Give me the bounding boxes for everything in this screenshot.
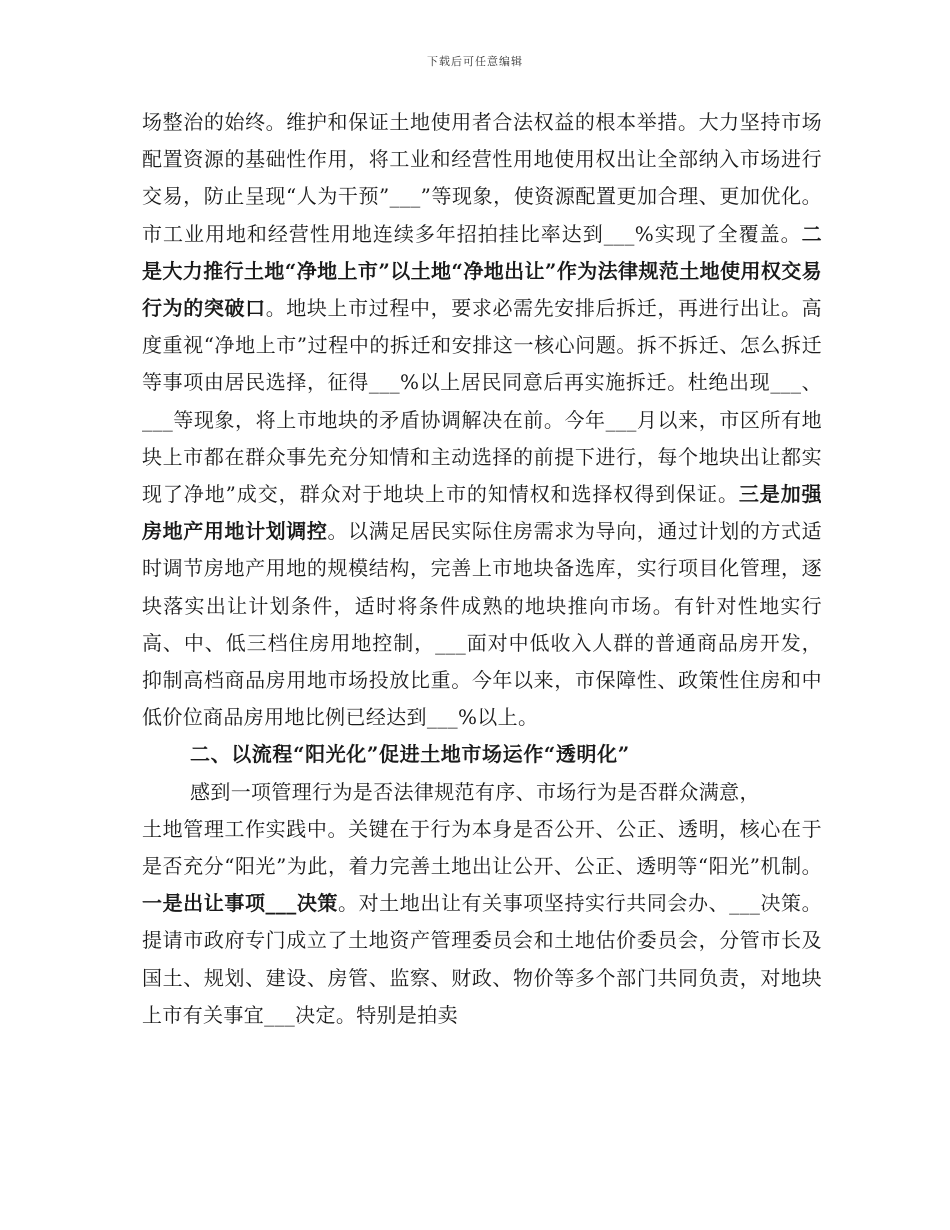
document-body — [142, 104, 822, 1034]
bold-point: 一是出让事项___决策 — [142, 891, 338, 916]
paragraph-text: 场整治的始终。维护和保证土地使用者合法权益的根本举措。大力坚持市场配置资源的基础性作用，将工业和经营性用地使用权出让全部纳入市场进行交易，防止呈现“人为干预”___”等现象，使资源配置更加合理、更加优化。市工业用地和经营性用地连续多年招拍挂比率达到___%实现了全覆盖。 — [142, 110, 822, 246]
section-heading: 二、以流程“阳光化”促进土地市场运作“透明化” — [190, 742, 630, 767]
page-header: 下载后可任意编辑 — [427, 55, 523, 68]
paragraph-text: 。对土地出让有关事项坚持实行共同会办、___决策。提请市政府专门成立了土地资产管理委员会和土地估价委员会，分管市长及国土、规划、建设、房管、监察、财政、物价等多个部门共同负责，对地块上市有关事宜___决定。特别是拍卖 — [142, 891, 822, 1027]
paragraph — [142, 104, 822, 736]
paragraph — [142, 811, 822, 1034]
paragraph-text: 。地块上市过程中，要求必需先安排后拆迁，再进行出让。高度重视“净地上市”过程中的拆迁和安排这一核心问题。拆不拆迁、怎么拆迁等事项由居民选择，征得___%以上居民同意后再实施拆迁。杜绝出现___、___等现象，将上市地块的矛盾协调解决在前。今年___月以来，市区所有地块上市都在群众事先充分知情和主动选择的前提下进行，每个地块出让都实现了净地”成交，群众对于地块上市的知情权和选择权得到保证。 — [142, 296, 822, 507]
paragraph — [142, 774, 822, 811]
paragraph-text: 土地管理工作实践中。关键在于行为本身是否公开、公正、透明，核心在于是否充分“阳光”为此，着力完善土地出让公开、公正、透明等“阳光”机制。 — [142, 816, 822, 879]
bold-point: 二是大力推行土地“净地上市”以土地“净地出让”作为法律规范土地使用权交易行为的突破口 — [142, 221, 822, 321]
paragraph-text: 。以满足居民实际住房需求为导向，通过计划的方式适时调节房地产用地的规模结构，完善上市地块备选库，实行项目化管理，逐块落实出让计划条件，适时将条件成熟的地块推向市场。有针对性地实行高、中、低三档住房用地控制，___面对中低收入人群的普通商品房开发，抑制高档商品房用地市场投放比重。今年以来，市保障性、政策性住房和中低价位商品房用地比例已经达到___%以上。 — [142, 519, 822, 730]
paragraph-text: 感到一项管理行为是否法律规范有序、市场行为是否群众满意， — [190, 779, 760, 804]
bold-point: 三是加强房地产用地计划调控 — [142, 482, 822, 544]
